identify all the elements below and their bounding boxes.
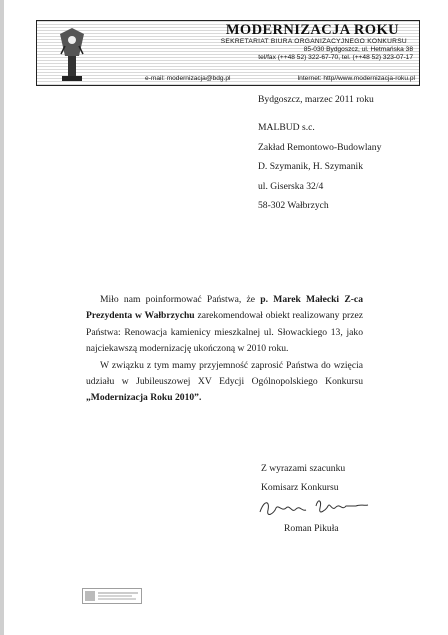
paragraph-2 [86, 358, 363, 407]
letterhead-title: MODERNIZACJA ROKU [225, 22, 399, 38]
body-text: Miło nam poinformować Państwa, że [100, 294, 261, 305]
closing-title: Komisarz Konkursu [261, 481, 339, 493]
statue-logo-icon [57, 26, 87, 82]
page-edge [0, 0, 4, 635]
letterhead-internet: Internet: http//www.modernizacja-roku.pl [297, 75, 415, 82]
letterhead [36, 20, 420, 86]
addressee-block [258, 118, 381, 216]
addressee-line: ul. Giserska 32/4 [258, 180, 324, 192]
letterhead-subtitle: SEKRETARIAT BIURA ORGANIZACYJNEGO KONKURSU [220, 38, 407, 45]
body-text: W związku z tym mamy przyjemność zaprosić Państwa do wzięcia udziału w Jubileuszowej XV Edycji Ogólnopolskiego Konkursu [86, 359, 363, 388]
addressee-line: D. Szymanik, H. Szymanik [258, 161, 363, 172]
stamp-mark [82, 588, 142, 604]
letterhead-phone: tel/fax (++48 52) 322-67-70, tel. (++48 52) 323-07-17 [258, 54, 413, 62]
signer-name: Roman Pikuła [284, 523, 339, 534]
contest-name: „Modernizacja Roku 2010”. [86, 392, 202, 404]
closing-line: Z wyrazami szacunku [261, 463, 346, 474]
addressee-line: 58-302 Wałbrzych [258, 200, 329, 211]
closing-block [261, 460, 345, 497]
addressee-line: MALBUD s.c. [258, 122, 315, 133]
letterhead-address: 85-030 Bydgoszcz, ul. Hetmańska 38 [303, 46, 413, 54]
addressee-line: Zakład Remontowo-Budowlany [258, 141, 382, 153]
paragraph-1 [86, 292, 363, 358]
recommender-name: p. Marek Małecki Z-ca Prezydenta w Wałbrzychu [86, 294, 363, 322]
letter-body [86, 292, 363, 407]
handwritten-signature [256, 494, 374, 522]
date-line: Bydgoszcz, marzec 2011 roku [258, 94, 374, 105]
body-text: zarekomendował obiekt realizowany przez Państwa: Renowacja kamienicy mieszkalnej ul. Słowackiego 13, jako najciekawszą modernizację ukończoną w 2010 roku. [86, 310, 363, 355]
letterhead-email: e-mail: modernizacja@bdg.pl [145, 75, 231, 82]
